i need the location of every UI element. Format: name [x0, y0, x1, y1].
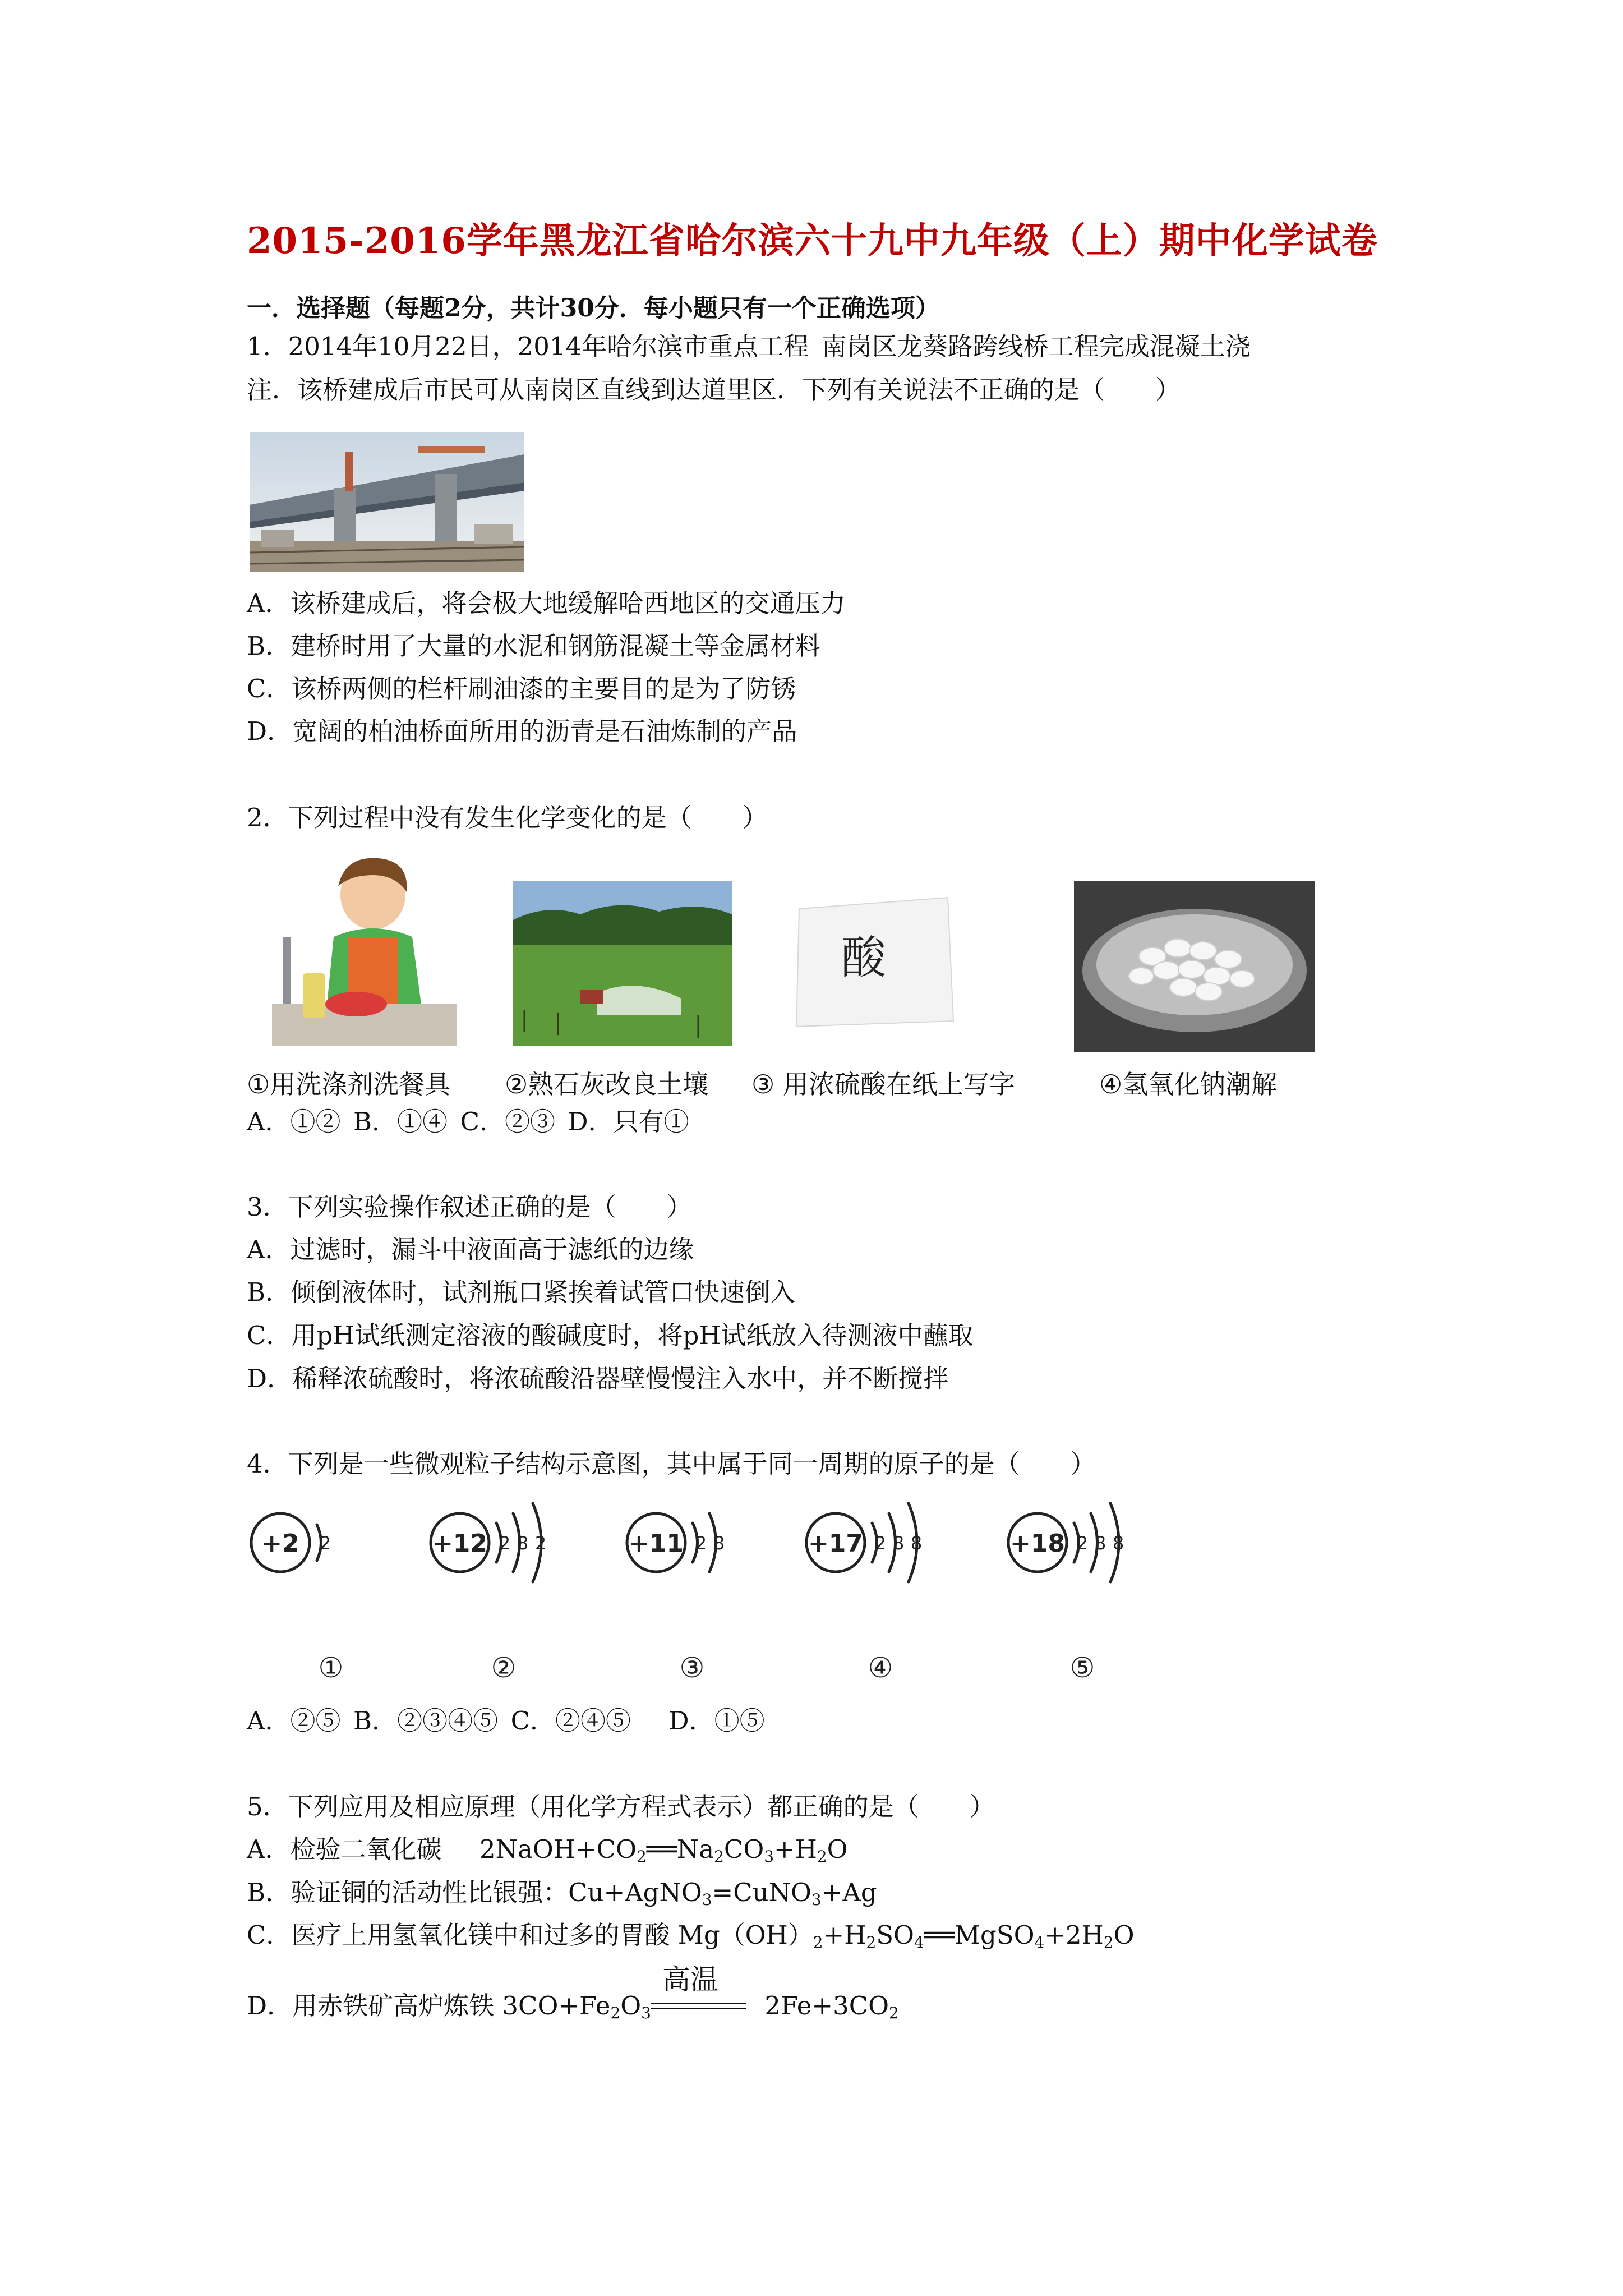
atom2-shell3: 2	[534, 1533, 547, 1554]
bridge-photo	[250, 432, 524, 572]
reaction-condition-arrow	[651, 1963, 752, 2019]
q5-c-sub1: 2	[813, 1932, 823, 1952]
q5-b-sub1: 3	[702, 1890, 712, 1909]
q1-line2: 注．该桥建成后市民可从南岗区直线到达道里区．下列有关说法不正确的是（ ）	[247, 375, 1181, 404]
q5-c-sub2: 2	[866, 1932, 877, 1952]
atom-structure-diagrams	[247, 1492, 1200, 1700]
equals-sign	[651, 2003, 746, 2009]
atom4-label: ④	[868, 1651, 893, 1684]
q5-b-sub2: 3	[811, 1890, 822, 1909]
q5-a-part3: CO	[723, 1834, 764, 1864]
farmland-photo	[513, 881, 732, 1046]
atom1-nucleus: +2	[261, 1529, 299, 1558]
q5-stem: 5．下列应用及相应原理（用化学方程式表示）都正确的是（ ）	[247, 1792, 995, 1821]
q5-c-part4: ══MgSO	[924, 1920, 1035, 1950]
section-heading: 一．选择题（每题2分，共计30分．每小题只有一个正确选项）	[247, 294, 940, 323]
q3-option-d: D．稀释浓硫酸时，将浓硫酸沿器壁慢慢注入水中，并不断搅拌	[247, 1364, 949, 1393]
atom2-shell2: 8	[517, 1533, 529, 1554]
atom3-shell2: 8	[713, 1533, 725, 1554]
paper-writing-photo	[791, 886, 959, 1032]
q5-b-text: B．验证铜的活动性比银强：Cu+AgNO	[247, 1878, 702, 1907]
atom3-nucleus: +11	[628, 1529, 684, 1558]
q3-option-b: B．倾倒液体时，试剂瓶口紧挨着试管口快速倒入	[247, 1277, 796, 1307]
atom5-shell1: 2	[1076, 1533, 1089, 1554]
atom2-label: ②	[491, 1651, 517, 1684]
atom3-shell1: 2	[695, 1533, 707, 1554]
q5-d-part2: O	[620, 1991, 642, 2021]
q5-a-part2: ══Na	[646, 1834, 714, 1864]
atom3-label: ③	[679, 1651, 705, 1684]
q3-stem: 3．下列实验操作叙述正确的是（ ）	[247, 1192, 692, 1222]
caption-4: ④氢氧化钠潮解	[1099, 1069, 1278, 1099]
q4-stem: 4．下列是一些微观粒子结构示意图，其中属于同一周期的原子的是（ ）	[247, 1449, 1096, 1479]
atom1-shell1: 2	[319, 1533, 331, 1554]
q2-stem: 2．下列过程中没有发生化学变化的是（ ）	[247, 803, 768, 832]
caption-3: ③ 用浓硫酸在纸上写字	[751, 1069, 1015, 1099]
q1-line1: 1．2014年10月22日，2014年哈尔滨市重点工程 南岗区龙葵路跨线桥工程完成混凝土浇	[247, 332, 1251, 361]
q5-b-part2: =CuNO	[712, 1878, 811, 1907]
washing-dishes-illustration	[272, 853, 457, 1046]
q5-c-sub3: 4	[914, 1932, 924, 1952]
paper-char: 酸	[841, 932, 886, 984]
q5-d-text: D．用赤铁矿高炉炼铁 3CO+Fe	[247, 1991, 611, 2021]
q5-d-sub2: 3	[641, 2003, 651, 2022]
caption-1: ①用洗涤剂洗餐具	[247, 1069, 451, 1099]
q5-option-d	[247, 1963, 899, 2023]
caption-2: ②熟石灰改良土壤	[505, 1069, 709, 1099]
q5-a-sub2: 2	[714, 1847, 724, 1866]
sodium-hydroxide-photo	[1074, 881, 1315, 1052]
q5-option-b	[247, 1877, 877, 1910]
q5-a-sub1: 2	[637, 1847, 647, 1866]
atom5-nucleus: +18	[1009, 1529, 1066, 1558]
q5-c-text: C．医疗上用氢氧化镁中和过多的胃酸 Mg（OH）	[247, 1920, 813, 1950]
q5-d-sub1: 2	[610, 2003, 621, 2022]
atom1-label: ①	[318, 1651, 344, 1684]
atom5-shell3: 8	[1112, 1533, 1124, 1554]
atom2-shell1: 2	[499, 1533, 511, 1554]
q3-option-a: A．过滤时，漏斗中液面高于滤纸的边缘	[247, 1235, 694, 1264]
atom2-nucleus: +12	[432, 1529, 488, 1558]
q1-option-b: B．建桥时用了大量的水泥和钢筋混凝土等金属材料	[247, 631, 821, 661]
q2-options: A．①② B．①④ C．②③ D．只有①	[247, 1107, 689, 1137]
q1-option-c: C．该桥两侧的栏杆刷油漆的主要目的是为了防锈	[247, 674, 796, 703]
atom5-shell2: 8	[1094, 1533, 1106, 1554]
q5-d-product: 2Fe+3CO	[751, 1991, 889, 2021]
q5-a-text: A．检验二氧化碳 2NaOH+CO	[247, 1834, 637, 1864]
atom4-shell3: 8	[910, 1533, 923, 1554]
q1-option-d: D．宽阔的柏油桥面所用的沥青是石油炼制的产品	[247, 716, 797, 746]
q5-c-part2: +H	[823, 1920, 866, 1950]
q5-c-sub5: 2	[1103, 1932, 1114, 1952]
q5-option-a	[247, 1834, 848, 1867]
atom4-shell2: 8	[892, 1533, 905, 1554]
q5-c-sub4: 4	[1034, 1932, 1045, 1952]
atom5-label: ⑤	[1069, 1651, 1095, 1684]
q5-a-part4: +H	[773, 1834, 817, 1864]
q5-option-c	[247, 1920, 1135, 1953]
q5-c-part3: SO	[876, 1920, 914, 1950]
q5-b-part3: +Ag	[821, 1878, 877, 1907]
q1-option-a: A．该桥建成后，将会极大地缓解哈西地区的交通压力	[247, 588, 846, 618]
q5-c-part5: +2H	[1044, 1920, 1104, 1950]
reaction-condition: 高温	[662, 1963, 718, 1996]
atom4-shell1: 2	[874, 1533, 887, 1554]
page-title: 2015-2016学年黑龙江省哈尔滨六十九中九年级（上）期中化学试卷	[247, 220, 1378, 262]
q4-options: A．②⑤ B．②③④⑤ C．②④⑤ D．①⑤	[247, 1706, 765, 1736]
q5-d-product-sub: 2	[889, 2003, 899, 2022]
q5-a-part5: O	[827, 1834, 848, 1864]
q5-a-sub3: 3	[764, 1847, 774, 1866]
atom4-nucleus: +17	[808, 1529, 864, 1558]
q5-c-part6: O	[1113, 1920, 1135, 1950]
q3-option-c: C．用pH试纸测定溶液的酸碱度时，将pH试纸放入待测液中蘸取	[247, 1320, 974, 1350]
q5-a-sub4: 2	[817, 1847, 827, 1866]
